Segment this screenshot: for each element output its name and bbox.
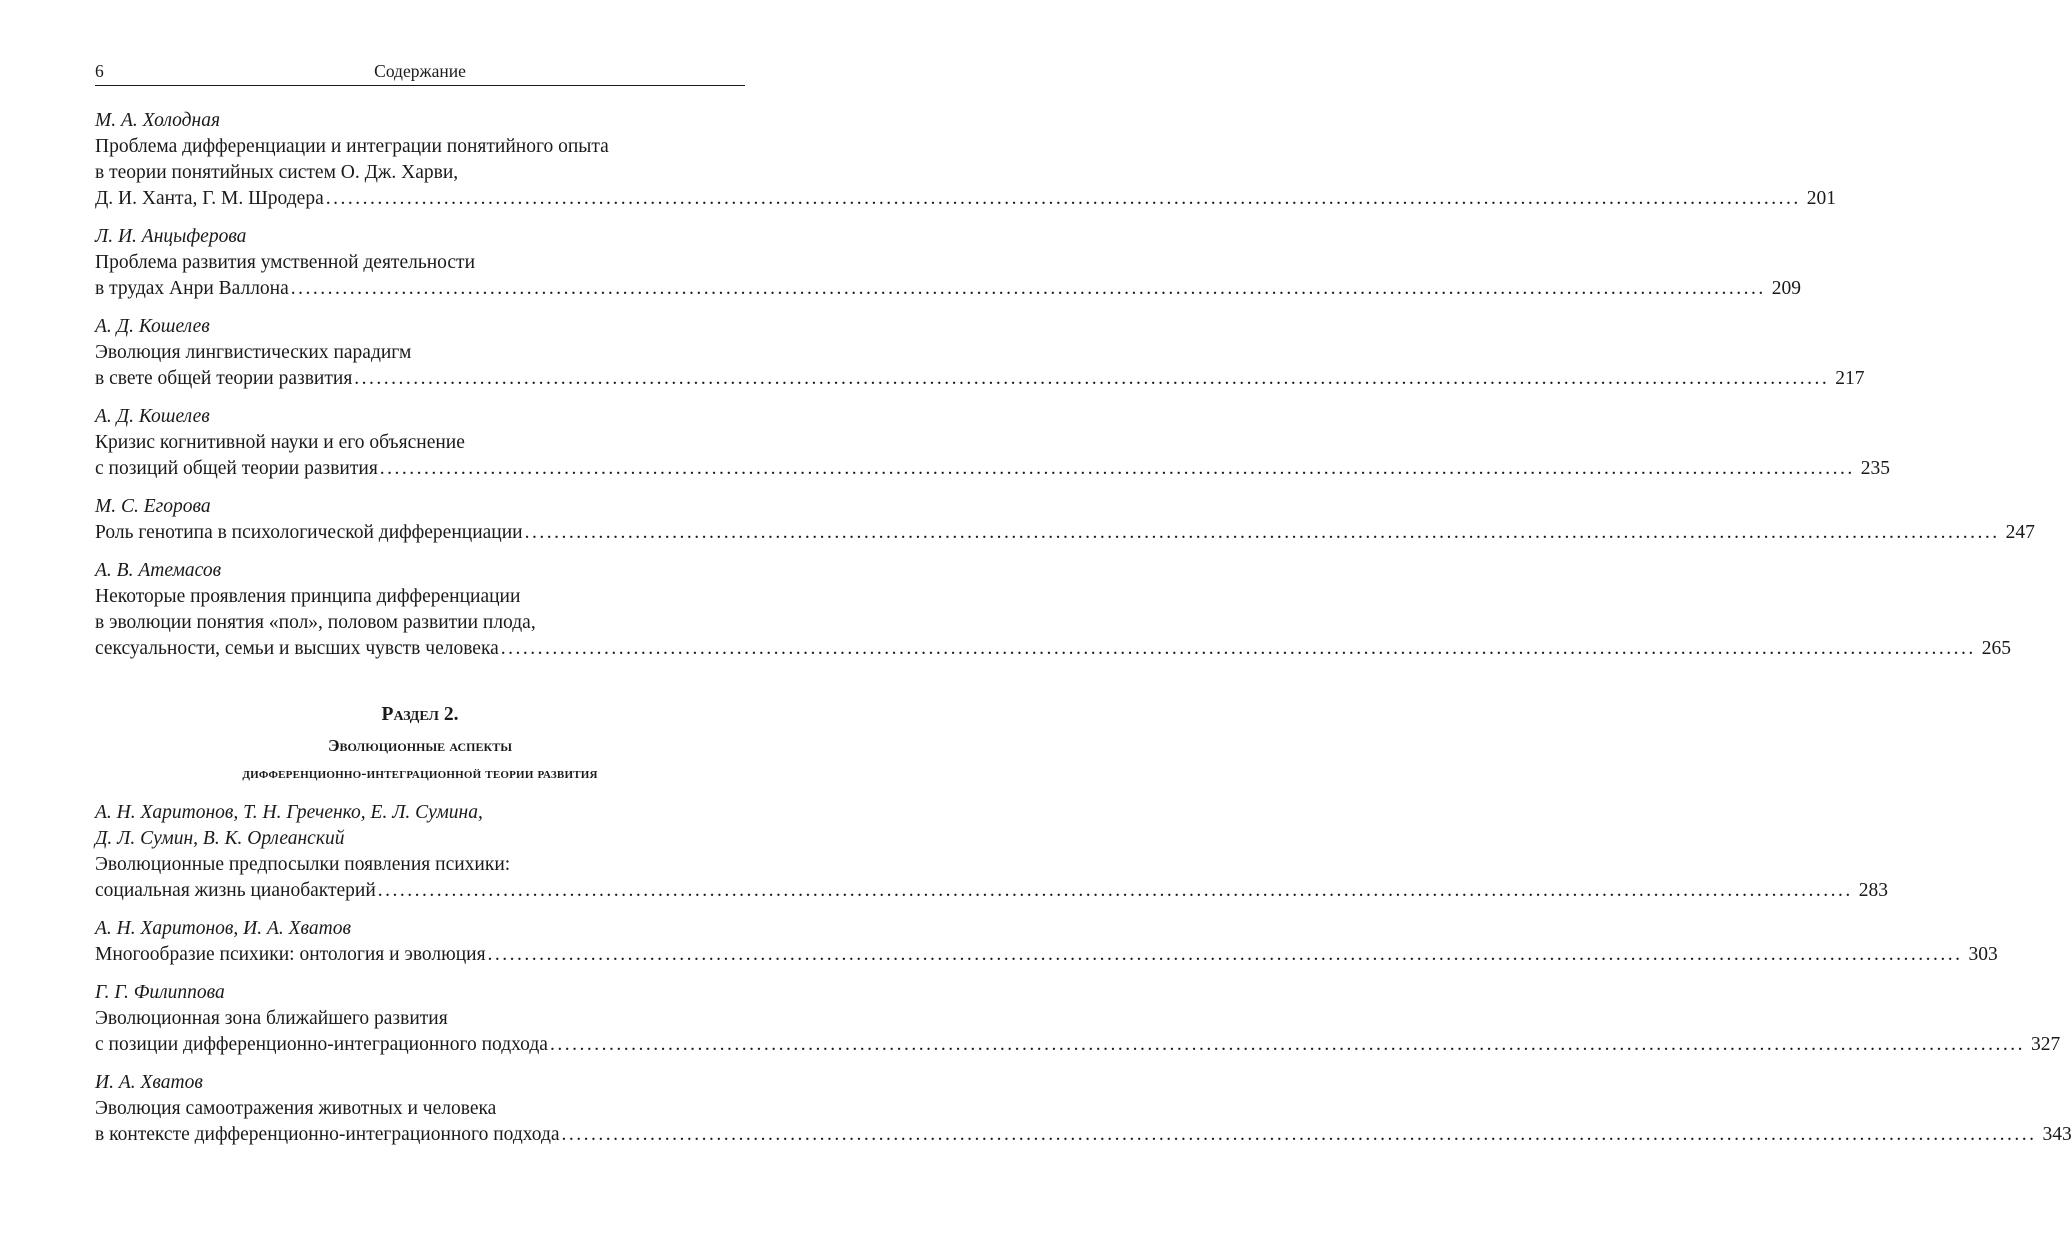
toc-entry-author: А. Д. Кошелев [95,406,210,427]
dot-leader: ........................................................................................................................................................................................................ [524,522,2000,543]
toc-entry-title-line: в трудах Анри Валлона [95,278,289,299]
toc-entry-last-line [95,636,2012,662]
toc-entry-title-line: Некоторые проявления принципа дифференциации [95,586,521,607]
toc-entry-title-line: в эволюции понятия «пол», половом развитии плода, [95,612,536,633]
toc-entry-author: Д. Л. Сумин, В. К. Орлеанский [95,828,345,849]
toc-entry-title-line: Многообразие психики: онтология и эволюция [95,944,486,965]
running-header [95,58,745,86]
dot-leader: ........................................................................................................................................................................................................ [549,1034,2025,1055]
toc-entry-title-line: социальная жизнь цианобактерий [95,880,376,901]
toc-entry [95,800,1889,904]
dot-leader: ........................................................................................................................................................................................................ [325,188,1801,209]
toc-entry-title-line: Роль генотипа в психологической дифференциации [95,522,523,543]
toc-entry-last-line [95,878,1889,904]
toc-page-number: 247 [2005,522,2035,543]
toc-entry-title-line: с позиции дифференционно-интеграционного подхода [95,1034,548,1055]
dot-leader: ........................................................................................................................................................................................................ [487,944,1963,965]
toc-entry-title-line: Проблема дифференциации и интеграции понятийного опыта [95,136,609,157]
toc-entry-title-line: в контексте дифференционно-интеграционного подхода [95,1124,560,1145]
toc-entry-author: Г. Г. Филиппова [95,982,225,1003]
section-title: Эволюционные аспекты [328,736,512,755]
toc-entry [95,1070,2072,1148]
toc-page-number: 209 [1771,278,1802,299]
toc-entry [95,108,1836,212]
toc-page-number: 235 [1860,458,1891,479]
toc-page-number: 327 [2030,1034,2061,1055]
toc-entry-title-line: Эволюция лингвистических парадигм [95,342,412,363]
toc-entry [95,224,1802,302]
toc-entry-title-line: Кризис когнитивной науки и его объяснение [95,432,465,453]
toc-entry [95,404,1891,482]
dot-leader: ........................................................................................................................................................................................................ [561,1124,2037,1145]
dot-leader: ........................................................................................................................................................................................................ [379,458,1855,479]
toc-entry [95,916,1998,968]
toc-entry-last-line [95,186,1836,212]
dot-leader: ........................................................................................................................................................................................................ [377,880,1853,901]
toc-entry-title-line: с позиций общей теории развития [95,458,378,479]
toc-entry [95,314,1865,392]
section-number: Раздел 2. [381,704,459,725]
toc-entry [95,980,2061,1058]
toc-entry-last-line [95,1122,2072,1148]
toc-entry-last-line [95,1032,2061,1058]
toc-entry-title-line: Эволюция самоотражения животных и человека [95,1098,497,1119]
toc-entry-title-line: в свете общей теории развития [95,368,353,389]
toc-entry-last-line [95,456,1891,482]
dot-leader: ........................................................................................................................................................................................................ [500,638,1976,659]
toc-entry-author: И. А. Хватов [95,1072,203,1093]
toc-entry-author: М. С. Егорова [95,496,211,517]
section-heading [95,702,745,788]
page-number: 6 [95,61,104,81]
toc-entry-author: М. А. Холодная [95,110,221,131]
toc-page-number: 217 [1835,368,1865,389]
toc-entry-last-line [95,366,1865,392]
toc-page-number: 265 [1981,638,2012,659]
toc-entry-author: Л. И. Анцыферова [95,226,247,247]
dot-leader: ........................................................................................................................................................................................................ [354,368,1830,389]
toc-entry-last-line [95,520,2035,546]
toc-list-part1 [95,108,2035,662]
toc-entry-author: А. Н. Харитонов, И. А. Хватов [95,918,351,939]
toc-page-number: 201 [1806,188,1836,209]
toc-entry-title-line: Проблема развития умственной деятельности [95,252,476,273]
toc-entry-title-line: сексуальности, семьи и высших чувств человека [95,638,499,659]
toc-entry-last-line [95,276,1802,302]
toc-page-number: 303 [1968,944,1998,965]
toc-list-part2 [95,800,2072,1148]
toc-entry-title-line: Д. И. Ханта, Г. М. Шродера [95,188,324,209]
toc-entry-title-line: в теории понятийных систем О. Дж. Харви, [95,162,459,183]
running-title: Содержание [374,61,466,81]
page-header-wrap [95,58,745,86]
toc-page-number: 283 [1858,880,1889,901]
toc-entry-author: А. В. Атемасов [95,560,222,581]
toc-page-number: 343 [2042,1124,2072,1145]
dot-leader: ........................................................................................................................................................................................................ [290,278,1766,299]
toc-entry-author: А. Н. Харитонов, Т. Н. Греченко, Е. Л. Сумина, [95,802,483,823]
toc-entry [95,494,2035,546]
toc-entry-author: А. Д. Кошелев [95,316,210,337]
toc-entry-title-line: Эволюционные предпосылки появления психики: [95,854,511,875]
toc-entry [95,558,2012,662]
section-subtitle: дифференционно-интеграционной теории развития [242,766,598,782]
toc-entry-title-line: Эволюционная зона ближайшего развития [95,1008,448,1029]
toc-entry-last-line [95,942,1998,968]
